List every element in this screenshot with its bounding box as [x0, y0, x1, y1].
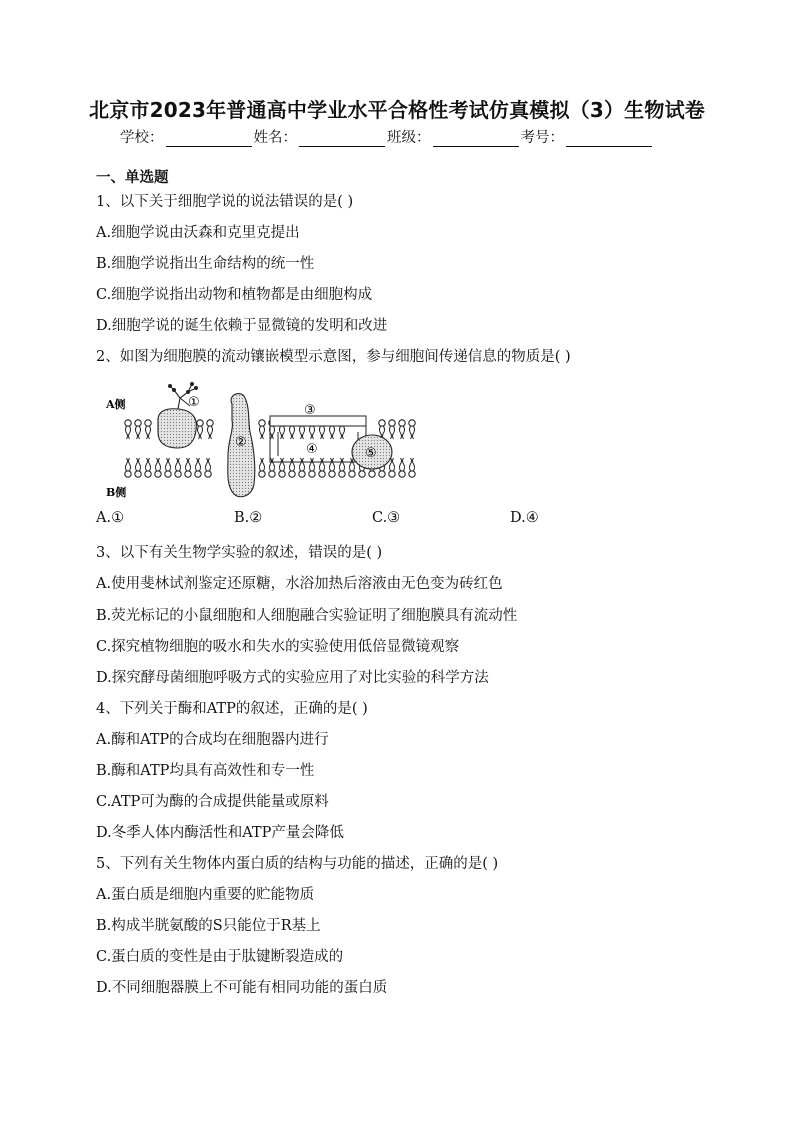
fluid-mosaic-diagram — [100, 376, 430, 504]
exam-no-label: 考号： — [520, 130, 564, 146]
question-1-option-c: C.细胞学说指出动物和植物都是由细胞构成 — [96, 287, 373, 303]
question-1-stem: 1、以下关于细胞学说的说法错误的是( ) — [96, 194, 354, 210]
label-5: ⑤ — [365, 446, 377, 461]
question-2-option-b: B.② — [234, 510, 263, 526]
label-4: ④ — [306, 442, 318, 457]
question-1-option-b: B.细胞学说指出生命结构的统一性 — [96, 256, 315, 272]
question-3-stem: 3、以下有关生物学实验的叙述，错误的是( ) — [96, 545, 383, 561]
school-blank[interactable] — [166, 132, 252, 147]
question-4-option-d: D.冬季人体内酶活性和ATP产量会降低 — [96, 825, 344, 841]
question-3-option-b: B.荧光标记的小鼠细胞和人细胞融合实验证明了细胞膜具有流动性 — [96, 608, 518, 624]
question-4-option-b: B.酶和ATP均具有高效性和专一性 — [96, 763, 315, 779]
question-5-stem: 5、下列有关生物体内蛋白质的结构与功能的描述，正确的是( ) — [96, 856, 499, 872]
label-2: ② — [235, 435, 247, 450]
exam-no-blank[interactable] — [566, 132, 652, 147]
page-title: 北京市2023年普通高中学业水平合格性考试仿真模拟（3）生物试卷 — [89, 98, 705, 122]
question-3-option-a: A.使用斐林试剂鉴定还原糖，水浴加热后溶液由无色变为砖红色 — [96, 576, 503, 592]
carrier-channel — [270, 416, 366, 462]
class-label: 班级： — [387, 130, 431, 146]
question-4-option-a: A.酶和ATP的合成均在细胞器内进行 — [96, 732, 329, 748]
question-1-option-d: D.细胞学说的诞生依赖于显微镜的发明和改进 — [96, 318, 388, 334]
school-label: 学校： — [120, 130, 164, 146]
class-blank[interactable] — [433, 132, 519, 147]
label-3: ③ — [304, 403, 316, 418]
question-2-option-d: D.④ — [510, 510, 539, 526]
side-b-label: B侧 — [106, 486, 127, 499]
question-2-option-a: A.① — [96, 510, 125, 526]
student-info-row — [120, 126, 654, 147]
side-a-label: A侧 — [106, 398, 126, 411]
question-4-option-c: C.ATP可为酶的合成提供能量或原料 — [96, 794, 329, 810]
question-5-option-c: C.蛋白质的变性是由于肽键断裂造成的 — [96, 949, 344, 965]
question-5-option-d: D.不同细胞器膜上不可能有相同功能的蛋白质 — [96, 980, 388, 996]
label-1: ① — [188, 395, 200, 410]
glycoprotein — [158, 382, 198, 448]
question-5-option-a: A.蛋白质是细胞内重要的贮能物质 — [96, 887, 315, 903]
section-heading: 一、单选题 — [96, 170, 169, 186]
question-3-option-c: C.探究植物细胞的吸水和失水的实验使用低倍显微镜观察 — [96, 639, 460, 655]
name-blank[interactable] — [299, 132, 385, 147]
name-label: 姓名： — [253, 130, 297, 146]
question-3-option-d: D.探究酵母菌细胞呼吸方式的实验应用了对比实验的科学方法 — [96, 670, 489, 686]
question-2-stem: 2、如图为细胞膜的流动镶嵌模型示意图，参与细胞间传递信息的物质是( ) — [96, 349, 571, 365]
question-2-option-c: C.③ — [372, 510, 401, 526]
question-1-option-a: A.细胞学说由沃森和克里克提出 — [96, 225, 300, 241]
question-4-stem: 4、下列关于酶和ATP的叙述，正确的是( ) — [96, 701, 368, 717]
cell-membrane-figure — [100, 376, 430, 504]
question-5-option-b: B.构成半胱氨酸的S只能位于R基上 — [96, 918, 321, 934]
